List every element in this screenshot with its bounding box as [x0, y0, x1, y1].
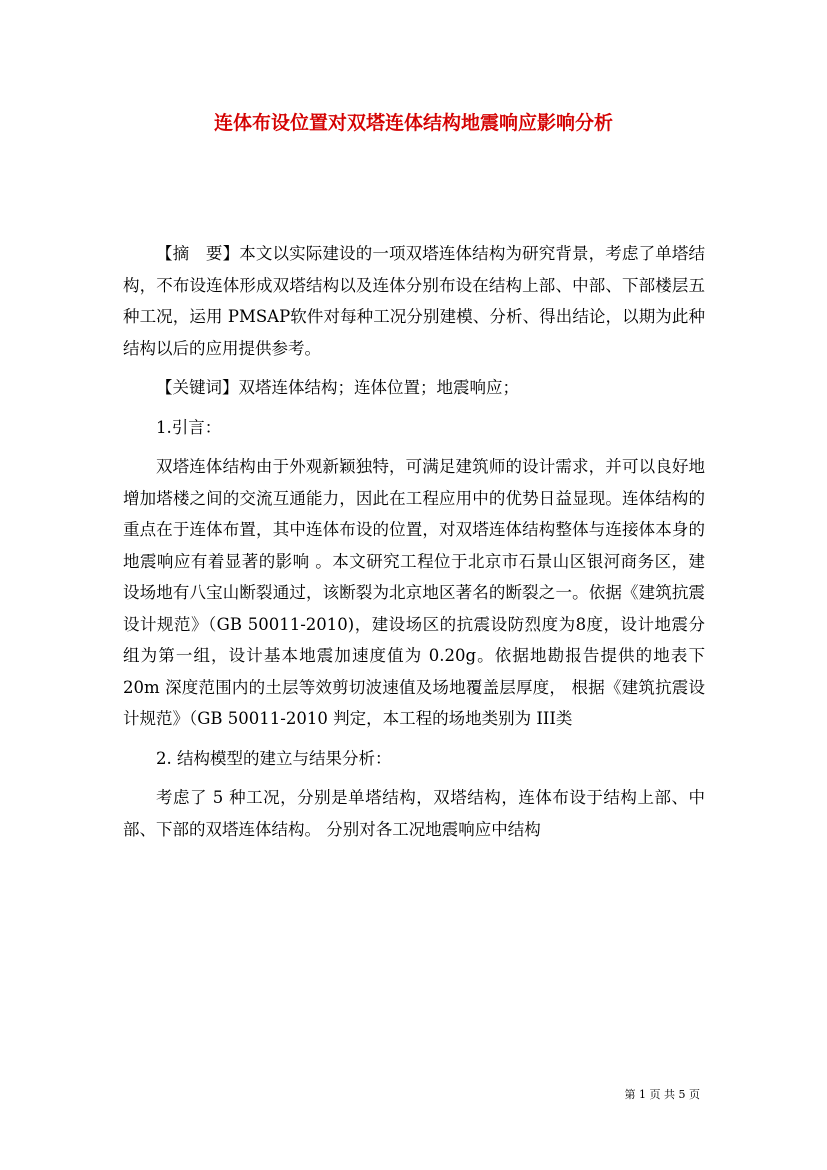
page-number-label: 第 1 页 共 5 页: [624, 1088, 700, 1101]
abstract-paragraph: 【摘 要】本文以实际建设的一项双塔连体结构为研究背景，考虑了单塔结构，不布设连体形成双塔结构以及连体分别布设在结构上部、中部、下部楼层五种工况，运用 PMSAP软件对每种工况分别建模、分析、得出结论，以期为此种结构以后的应用提供参考。: [123, 244, 705, 358]
section-heading-model: 2. 结构模型的建立与结果分析：: [156, 748, 392, 768]
section-heading-introduction: 1.引言：: [156, 417, 222, 437]
page-footer: [625, 1086, 700, 1102]
keywords-paragraph: 【关键词】双塔连体结构；连体位置；地震响应；: [156, 378, 519, 397]
document-title: 连体布设位置对双塔连体结构地震响应影响分析: [213, 112, 613, 134]
model-paragraph: 考虑了 5 种工况，分别是单塔结构，双塔结构，连体布设于结构上部、中部、下部的双塔连体结构。 分别对各工况地震响应中结构: [123, 788, 705, 839]
introduction-paragraph: 双塔连体结构由于外观新颖独特，可满足建筑师的设计需求，并可以良好地增加塔楼之间的交流互通能力，因此在工程应用中的优势日益显现。连体结构的重点在于连体布置，其中连体布设的位置，对双塔连体结构整体与连接体本身的地震响应有着显著的影响 。本文研究工程位于北京市石景山区银河商务区，建设场地有八宝山断裂通过，该断裂为北京地区著名的断裂之一。依据《建筑抗震设计规范》（GB 50011-2010)，建设场区的抗震设防烈度为8度，设计地震分组为第一组，设计基本地震加速度值为 0.20g。依据地勘报告提供的地表下 20m 深度范围内的土层等效剪切波速值及场地覆盖层厚度， 根据《建筑抗震设计规范》（GB 50011-2010 判定，本工程的场地类别为 III类: [123, 457, 705, 728]
document-body: [123, 238, 705, 853]
